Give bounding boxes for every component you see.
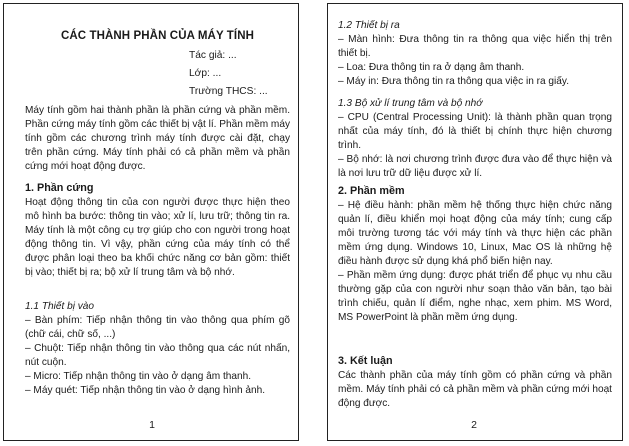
subsection-heading-output-devices: 1.2 Thiết bị ra [338, 20, 400, 31]
list-item: – Loa: Đưa thông tin ra ở dạng âm thanh. [338, 62, 525, 73]
intro-paragraph: Máy tính gồm hai thành phần là phần cứng và phần mềm. Phần cứng máy tính gồm các thiết bị vật lí. Phần mềm máy tính gồm các chương trình máy tính được cài đặt, chạy trên phần cứng. Máy tính phải có cả phần mềm và phần cứng mới hoạt động được. [25, 105, 290, 172]
subsection-heading-cpu-memory: 1.3 Bộ xử lí trung tâm và bộ nhớ [338, 98, 483, 109]
list-item: – Hệ điều hành: phần mềm hệ thống thực hiện chức năng quản lí, điều khiển mọi hoạt động của máy tính; cung cấp môi trường tương tác với máy tính và thực hiện các phần mềm ứng dụng. Windows 10, Linux, Mac OS là những hệ điều hành được sử dụng khá phổ biến hiện nay. [338, 200, 612, 267]
hardware-paragraph: Hoạt động thông tin của con người được thực hiện theo mô hình ba bước: thông tin vào; xử lí, lưu trữ; thông tin ra. Máy tính là một công cụ trợ giúp cho con người trong hoạt động thông tin. Vì vậy, phần cứng của máy tính có thể được phân loại theo ba khối chức năng cơ bản gồm: thiết bị vào; thiết bị ra; bộ xử lí trung tâm và bộ nhớ. [25, 197, 290, 278]
section-heading-software: 2. Phần mềm [338, 185, 405, 197]
list-item: – Máy quét: Tiếp nhận thông tin vào ở dạng hình ảnh. [25, 385, 266, 396]
subsection-heading-input-devices: 1.1 Thiết bị vào [25, 301, 95, 312]
document-page-2 [327, 3, 623, 441]
section-heading-conclusion: 3. Kết luận [338, 355, 393, 367]
school-field: Trường THCS: ... [189, 86, 268, 97]
list-item: – Màn hình: Đưa thông tin ra thông qua việc hiển thị trên thiết bị. [338, 34, 612, 59]
author-field: Tác giả: ... [189, 50, 237, 61]
list-item: – Chuột: Tiếp nhận thông tin vào thông qua các nút nhấn, nút cuộn. [25, 343, 290, 368]
list-item: – Phần mềm ứng dụng: được phát triển để phục vụ nhu cầu thường gặp của con người như soạn thảo văn bản, tạo bài trình chiếu, quản lí điểm, nghe nhạc, xem phim. MS Word, MS PowerPoint là phần mềm ứng dụng. [338, 270, 612, 323]
list-item: – Bộ nhớ: là nơi chương trình được đưa vào để thực hiện và là nơi lưu trữ dữ liệu được xử lí. [338, 154, 612, 179]
section-heading-hardware: 1. Phần cứng [25, 182, 94, 194]
list-item: – CPU (Central Processing Unit): là thành phần quan trọng nhất của máy tính, đó là thiết bị chính thực hiện chương trình. [338, 112, 612, 151]
list-item: – Bàn phím: Tiếp nhận thông tin vào thông qua phím gõ (chữ cái, chữ số, ...) [25, 315, 290, 340]
list-item: – Máy in: Đưa thông tin ra thông qua việc in ra giấy. [338, 76, 570, 87]
page-number: 1 [149, 419, 155, 431]
page-number: 2 [471, 419, 477, 431]
list-item: – Micro: Tiếp nhận thông tin vào ở dạng âm thanh. [25, 371, 252, 382]
class-field: Lớp: ... [189, 68, 222, 79]
conclusion-paragraph: Các thành phần của máy tính gồm có phần cứng và phần mềm. Máy tính phải có cả phần mềm và phần cứng mới hoạt động được. [338, 370, 612, 409]
document-page-1 [3, 3, 299, 441]
document-title: CÁC THÀNH PHẦN CỦA MÁY TÍNH [60, 30, 255, 42]
